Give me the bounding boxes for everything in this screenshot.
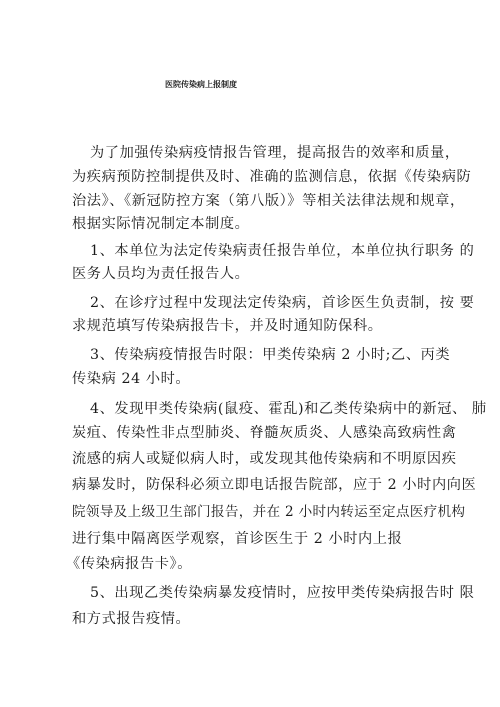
paragraph-line: 病暴发时，防保科必须立即电话报告院部，应于 2 小时内向医	[72, 477, 477, 493]
paragraph-line: 治法》、《新冠防控方案（第八版）》等相关法律法规和规章，	[72, 193, 465, 209]
paragraph-line: 求规范填写传染病报告卡，并及时通知防保科。	[72, 318, 383, 334]
document-title: 医院传染病上报制度	[165, 80, 237, 89]
paragraph-line: 5、出现乙类传染病暴发疫情时，应按甲类传染病报告时 限	[90, 585, 475, 601]
paragraph-line: 传染病 24 小时。	[72, 371, 191, 387]
paragraph-line: 院领导及上级卫生部门报告，并在 2 小时内转运至定点医疗机构	[72, 504, 466, 520]
paragraph-line: 《传染病报告卡》。	[66, 556, 192, 572]
paragraph-line: 根据实际情况制定本制度。	[72, 216, 250, 232]
paragraph-line: 流感的病人或疑似病人时，或发现其他传染病和不明原因疾	[72, 451, 457, 467]
paragraph-line: 为疾病预防控制提供及时、准确的监测信息，依据《传染病防	[72, 169, 472, 185]
paragraph-line: 4、发现甲类传染病(鼠疫、霍乱)和乙类传染病中的新冠、 肺	[90, 401, 487, 417]
paragraph-line: 进行集中隔离医学观察，首诊医生于 2 小时内上报	[72, 531, 403, 547]
paragraph-line: 3、传染病疫情报告时限：甲类传染病 2 小时;乙、丙类	[90, 347, 451, 363]
paragraph-line: 医务人员均为责任报告人。	[72, 266, 250, 282]
paragraph-line: 2、在诊疗过程中发现法定传染病，首诊医生负责制，按 要	[90, 295, 475, 311]
paragraph-line: 炭疽、传染性非点型肺炎、脊髓灰质炎、人感染高致病性禽	[72, 425, 457, 441]
paragraph-line: 为了加强传染病疫情报告管理，提高报告的效率和质量，	[90, 145, 460, 161]
paragraph-line: 1、本单位为法定传染病责任报告单位，本单位执行职务 的	[90, 243, 475, 259]
paragraph-line: 和方式报告疫情。	[72, 611, 191, 627]
